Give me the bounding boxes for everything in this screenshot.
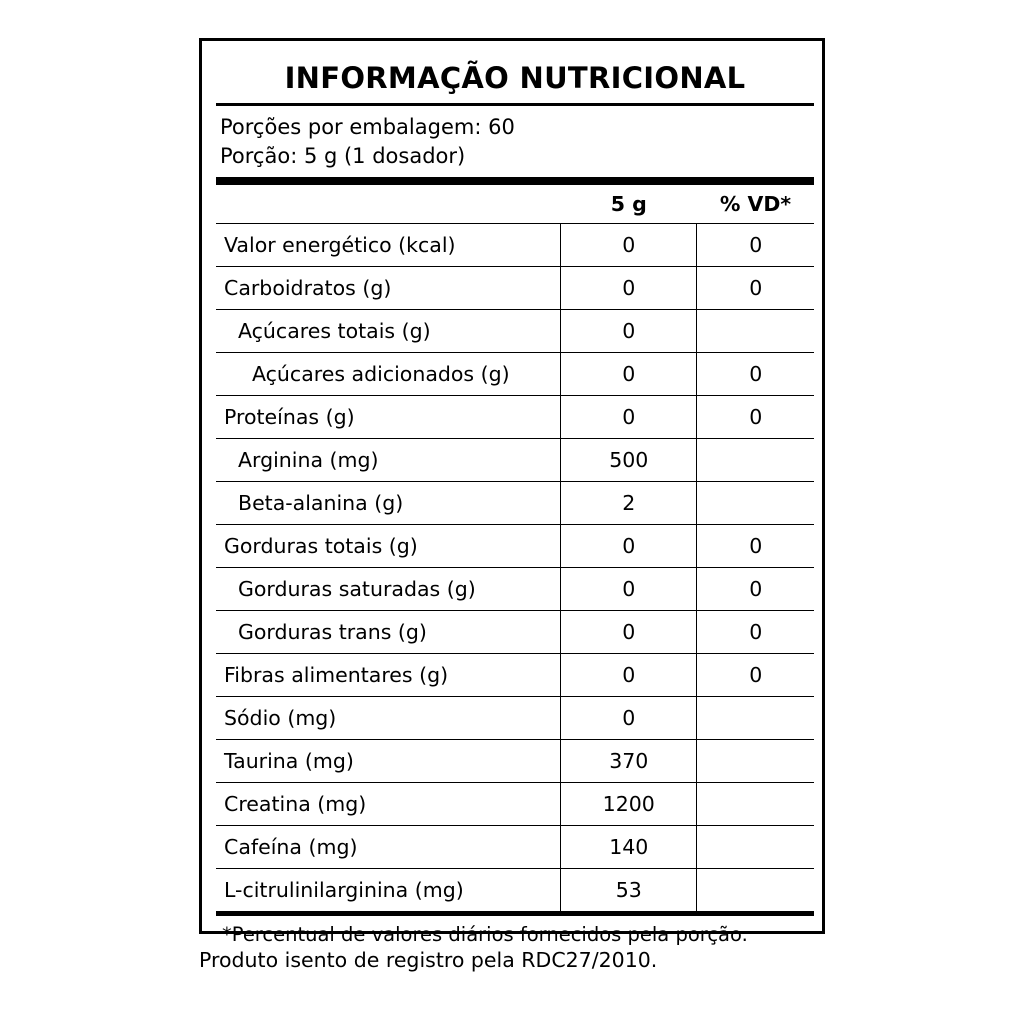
nutrient-amount: 0	[561, 524, 697, 567]
nutrient-vd	[697, 481, 814, 524]
nutrient-name: L-citrulinilarginina (mg)	[216, 868, 561, 911]
nutrient-name: Valor energético (kcal)	[216, 223, 561, 266]
table-row	[216, 825, 814, 868]
nutrient-name: Açúcares totais (g)	[216, 309, 561, 352]
nutrient-name: Carboidratos (g)	[216, 266, 561, 309]
serving-info	[214, 106, 816, 177]
table-row	[216, 309, 814, 352]
header-vd: % VD*	[719, 191, 792, 216]
nutrition-table	[216, 185, 814, 911]
registry-note: Produto isento de registro pela RDC27/2010.	[199, 948, 658, 972]
nutrient-vd: 0	[697, 223, 814, 266]
nutrition-facts-inner	[214, 41, 816, 951]
nutrient-vd: 0	[697, 567, 814, 610]
servings-per-package: Porções por embalagem: 60	[220, 114, 515, 139]
nutrition-facts-panel	[199, 38, 825, 946]
nutrient-vd	[697, 739, 814, 782]
nutrient-name: Gorduras saturadas (g)	[216, 567, 561, 610]
nutrient-vd: 0	[697, 395, 814, 438]
serving-size: Porção: 5 g (1 dosador)	[220, 143, 466, 168]
nutrient-name: Proteínas (g)	[216, 395, 561, 438]
table-row	[216, 782, 814, 825]
table-row	[216, 223, 814, 266]
nutrient-amount: 0	[561, 266, 697, 309]
nutrient-vd	[697, 438, 814, 481]
nutrient-name: Gorduras trans (g)	[216, 610, 561, 653]
nutrient-amount: 0	[561, 567, 697, 610]
nutrient-vd	[697, 696, 814, 739]
nutrient-amount: 370	[561, 739, 697, 782]
nutrient-name: Açúcares adicionados (g)	[216, 352, 561, 395]
table-row	[216, 868, 814, 911]
nutrient-amount: 2	[561, 481, 697, 524]
header-amount: 5 g	[610, 191, 647, 216]
table-header-row	[216, 185, 814, 224]
nutrient-amount: 0	[561, 352, 697, 395]
nutrient-amount: 0	[561, 309, 697, 352]
table-row	[216, 610, 814, 653]
nutrient-amount: 0	[561, 610, 697, 653]
nutrient-name: Cafeína (mg)	[216, 825, 561, 868]
nutrient-name: Creatina (mg)	[216, 782, 561, 825]
nutrition-table-body	[216, 185, 814, 911]
table-row	[216, 266, 814, 309]
nutrient-amount: 53	[561, 868, 697, 911]
divider-above-table	[216, 177, 814, 185]
nutrient-amount: 0	[561, 653, 697, 696]
nutrient-vd	[697, 868, 814, 911]
nutrient-vd	[697, 782, 814, 825]
nutrient-amount: 0	[561, 223, 697, 266]
footnote-vd: *Percentual de valores diários fornecidos pela porção.	[222, 922, 748, 946]
page-title: INFORMAÇÃO NUTRICIONAL	[284, 61, 746, 95]
nutrient-amount: 0	[561, 696, 697, 739]
table-row	[216, 352, 814, 395]
nutrient-vd: 0	[697, 352, 814, 395]
nutrient-amount: 500	[561, 438, 697, 481]
nutrient-name: Arginina (mg)	[216, 438, 561, 481]
nutrient-vd: 0	[697, 524, 814, 567]
table-row	[216, 653, 814, 696]
nutrient-vd	[697, 825, 814, 868]
nutrient-amount: 0	[561, 395, 697, 438]
table-row	[216, 567, 814, 610]
nutrient-vd: 0	[697, 610, 814, 653]
nutrient-amount: 1200	[561, 782, 697, 825]
table-row	[216, 524, 814, 567]
table-row	[216, 739, 814, 782]
table-row	[216, 438, 814, 481]
table-row	[216, 395, 814, 438]
nutrient-name: Gorduras totais (g)	[216, 524, 561, 567]
table-row	[216, 481, 814, 524]
nutrient-name: Taurina (mg)	[216, 739, 561, 782]
nutrient-name: Beta-alanina (g)	[216, 481, 561, 524]
nutrient-vd	[697, 309, 814, 352]
nutrient-name: Fibras alimentares (g)	[216, 653, 561, 696]
nutrient-vd: 0	[697, 653, 814, 696]
table-row	[216, 696, 814, 739]
header-nutrient	[216, 185, 561, 224]
nutrient-name: Sódio (mg)	[216, 696, 561, 739]
nutrient-vd: 0	[697, 266, 814, 309]
nutrient-amount: 140	[561, 825, 697, 868]
